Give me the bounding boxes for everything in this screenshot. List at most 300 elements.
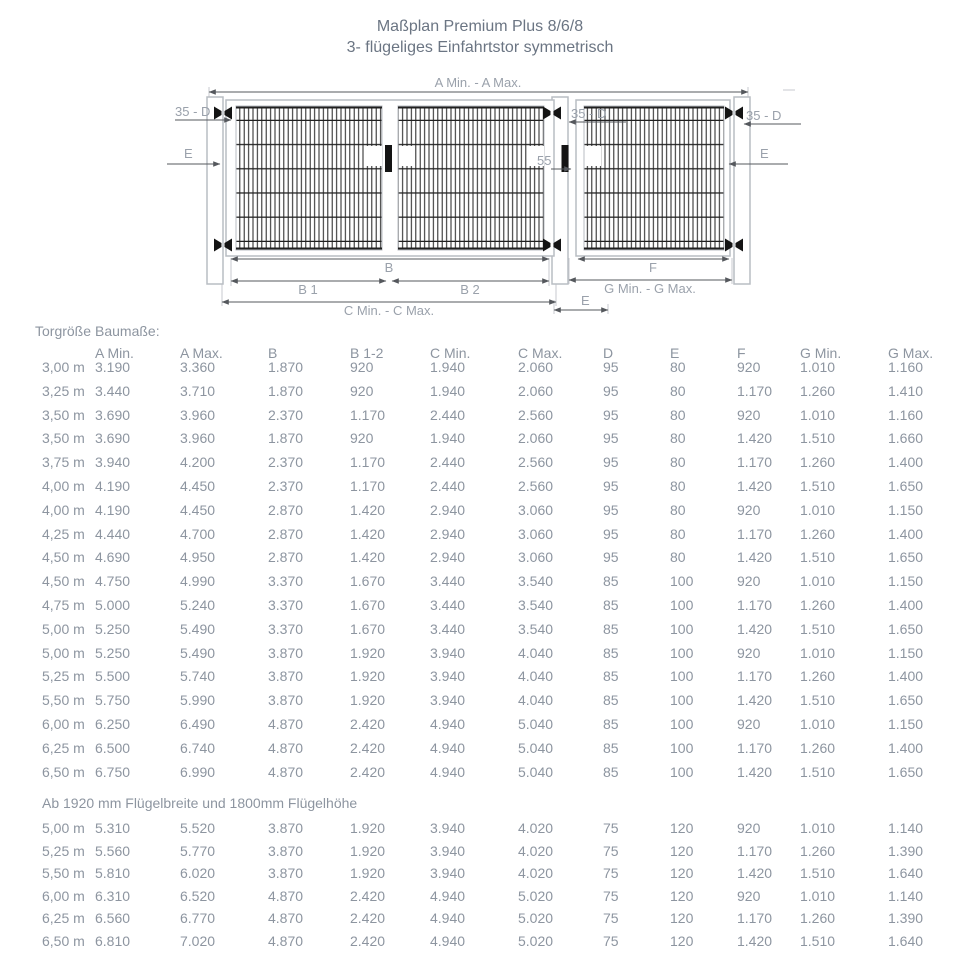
- table-row: [0, 761, 960, 785]
- dimension-value-cell: 1.420: [737, 932, 773, 949]
- dimension-value-cell: 6.810: [95, 932, 131, 949]
- dimension-value-cell: 5.560: [95, 842, 131, 859]
- dimension-value-cell: 2.560: [518, 406, 554, 423]
- gate-size-cell: 6,25 m: [42, 739, 85, 756]
- dimension-value-cell: 1.420: [737, 692, 773, 709]
- table-row: [0, 427, 960, 451]
- dimension-value-cell: 1.260: [800, 739, 836, 756]
- column-header: B 1-2: [350, 345, 384, 361]
- table-row: [0, 817, 960, 840]
- dimension-value-cell: 3.870: [268, 692, 304, 709]
- column-header: C Min.: [430, 345, 471, 361]
- dimension-value-cell: 80: [670, 501, 686, 518]
- dimension-value-cell: 3.940: [430, 692, 466, 709]
- gate-size-cell: 6,00 m: [42, 887, 85, 904]
- dimension-value-cell: 95: [603, 477, 619, 494]
- dim-label-b: B: [384, 260, 394, 275]
- dimension-value-cell: 95: [603, 525, 619, 542]
- dimension-value-cell: 1.870: [268, 430, 304, 447]
- dimension-value-cell: 5.250: [95, 644, 131, 661]
- dimension-value-cell: 80: [670, 525, 686, 542]
- dimension-value-cell: 80: [670, 382, 686, 399]
- gate-size-cell: 4,75 m: [42, 596, 85, 613]
- dimension-value-cell: 3.960: [180, 430, 216, 447]
- table-row: [0, 689, 960, 713]
- dimension-value-cell: 1.400: [888, 739, 924, 756]
- dimension-value-cell: 1.920: [350, 820, 386, 836]
- dimension-value-cell: 4.750: [95, 573, 131, 590]
- dim-label-g-span: G Min. - G Max.: [604, 281, 696, 296]
- dimension-value-cell: 4.200: [180, 454, 216, 471]
- dimension-value-cell: 6.740: [180, 739, 216, 756]
- dimension-value-cell: 5.490: [180, 644, 216, 661]
- dimension-value-cell: 1.920: [350, 668, 386, 685]
- dimension-value-cell: 3.440: [430, 620, 466, 637]
- dimension-value-cell: 95: [603, 501, 619, 518]
- dimension-value-cell: 80: [670, 454, 686, 471]
- plan-subtitle: 3- flügeliges Einfahrtstor symmetrisch: [346, 39, 614, 56]
- dimension-value-cell: 1.420: [737, 430, 773, 447]
- gate-size-cell: 3,50 m: [42, 406, 85, 423]
- dim-label-e-left: E: [184, 146, 193, 161]
- dimension-value-cell: 120: [670, 865, 694, 882]
- dimension-value-cell: 2.420: [350, 910, 386, 927]
- dimension-value-cell: 6.990: [180, 763, 216, 780]
- dimension-value-cell: 7.020: [180, 932, 216, 949]
- plan-title: Maßplan Premium Plus 8/6/8: [376, 18, 584, 35]
- dimension-value-cell: 1.640: [888, 932, 924, 949]
- dimension-value-cell: 1.260: [800, 842, 836, 859]
- table-row: [0, 380, 960, 404]
- dimension-value-cell: 5.310: [95, 820, 131, 836]
- dim-label-b1: B 1: [298, 282, 318, 297]
- dimension-value-cell: 5.250: [95, 620, 131, 637]
- dimension-value-cell: 80: [670, 359, 686, 375]
- gate-size-cell: 6,50 m: [42, 763, 85, 780]
- dimension-value-cell: 80: [670, 549, 686, 566]
- dimension-value-cell: 2.420: [350, 739, 386, 756]
- table-row: [0, 451, 960, 475]
- dimension-value-cell: 1.400: [888, 454, 924, 471]
- dimension-value-cell: 100: [670, 573, 694, 590]
- dimension-value-cell: 2.560: [518, 477, 554, 494]
- dimension-value-cell: 1.010: [800, 715, 836, 732]
- column-header: G Max.: [888, 345, 934, 361]
- dimension-value-cell: 1.510: [800, 763, 836, 780]
- dimension-value-cell: 1.150: [888, 573, 924, 590]
- dim-label-lock-offset: 55: [537, 153, 552, 168]
- dimension-value-cell: 4.040: [518, 644, 554, 661]
- dimension-value-cell: 120: [670, 932, 694, 949]
- dimension-value-cell: 1.140: [888, 887, 924, 904]
- table-section-large-wings: [0, 817, 960, 953]
- table-row: [0, 594, 960, 618]
- dimension-value-cell: 3.940: [430, 820, 466, 836]
- dimension-value-cell: 1.160: [888, 359, 924, 375]
- gate-size-cell: 3,25 m: [42, 382, 85, 399]
- side-wing-latch: [562, 145, 569, 172]
- dimension-value-cell: 75: [603, 842, 619, 859]
- dimension-value-cell: 3.440: [430, 573, 466, 590]
- dimension-value-cell: 3.360: [180, 359, 216, 375]
- dimension-value-cell: 100: [670, 644, 694, 661]
- dimension-value-cell: 1.170: [737, 842, 773, 859]
- dimension-value-cell: 3.960: [180, 406, 216, 423]
- dimension-value-cell: 120: [670, 887, 694, 904]
- dimension-value-cell: 920: [737, 644, 761, 661]
- dimension-value-cell: 85: [603, 715, 619, 732]
- dimension-value-cell: 80: [670, 477, 686, 494]
- dimension-value-cell: 1.670: [350, 620, 386, 637]
- dimension-value-cell: 1.920: [350, 644, 386, 661]
- dimension-value-cell: 85: [603, 644, 619, 661]
- dimension-value-cell: 2.370: [268, 477, 304, 494]
- center-lock: [385, 145, 392, 172]
- dimension-value-cell: 1.390: [888, 842, 924, 859]
- gate-size-cell: 5,00 m: [42, 644, 85, 661]
- dimension-value-cell: 2.440: [430, 454, 466, 471]
- dimension-value-cell: 1.640: [888, 865, 924, 882]
- dimension-value-cell: 2.870: [268, 525, 304, 542]
- dimension-value-cell: 1.420: [737, 865, 773, 882]
- dimension-value-cell: 4.870: [268, 932, 304, 949]
- gate-size-cell: 6,50 m: [42, 932, 85, 949]
- dimension-value-cell: 920: [350, 430, 374, 447]
- dimension-value-cell: 75: [603, 865, 619, 882]
- dimension-value-cell: 5.500: [95, 668, 131, 685]
- dimension-value-cell: 5.520: [180, 820, 216, 836]
- dimension-value-cell: 5.240: [180, 596, 216, 613]
- dimension-value-cell: 6.250: [95, 715, 131, 732]
- dimension-value-cell: 3.940: [430, 668, 466, 685]
- dimension-value-cell: 85: [603, 573, 619, 590]
- dim-label-e-bottom: E: [581, 293, 590, 308]
- gate-size-cell: 4,50 m: [42, 549, 85, 566]
- dim-label-d-right: 35 - D: [746, 108, 782, 123]
- dimension-value-cell: 920: [737, 406, 761, 423]
- dimension-value-cell: 120: [670, 820, 694, 836]
- dimension-value-cell: 1.260: [800, 525, 836, 542]
- dimension-value-cell: 4.940: [430, 739, 466, 756]
- dimension-value-cell: 1.420: [350, 549, 386, 566]
- dimension-value-cell: 3.690: [95, 406, 131, 423]
- dimension-value-cell: 2.370: [268, 406, 304, 423]
- dimension-value-cell: 1.510: [800, 932, 836, 949]
- dimension-value-cell: 4.190: [95, 477, 131, 494]
- dimension-value-cell: 4.990: [180, 573, 216, 590]
- dimension-value-cell: 4.450: [180, 477, 216, 494]
- dimension-value-cell: 1.260: [800, 668, 836, 685]
- dimension-value-cell: 100: [670, 620, 694, 637]
- dimension-value-cell: 3.690: [95, 430, 131, 447]
- table-row: [0, 618, 960, 642]
- gate-size-cell: 4,50 m: [42, 573, 85, 590]
- dimension-value-cell: 1.170: [737, 668, 773, 685]
- table-heading-row: [35, 322, 160, 340]
- column-header: C Max.: [518, 345, 563, 361]
- right-post: [734, 97, 750, 284]
- dimension-value-cell: 1.940: [430, 430, 466, 447]
- dimension-value-cell: 1.670: [350, 596, 386, 613]
- dimension-value-cell: 2.060: [518, 382, 554, 399]
- dimension-value-cell: 120: [670, 842, 694, 859]
- dimension-value-cell: 100: [670, 739, 694, 756]
- dimension-value-cell: 6.500: [95, 739, 131, 756]
- gate-size-cell: 6,00 m: [42, 715, 85, 732]
- table-note: Ab 1920 mm Flügelbreite und 1800mm Flügelhöhe: [42, 795, 358, 811]
- dimension-value-cell: 5.040: [518, 739, 554, 756]
- dimension-value-cell: 1.260: [800, 382, 836, 399]
- gate-size-cell: 3,75 m: [42, 454, 85, 471]
- dimension-value-cell: 5.490: [180, 620, 216, 637]
- dimension-value-cell: 6.770: [180, 910, 216, 927]
- dimension-value-cell: 3.370: [268, 573, 304, 590]
- dimension-value-cell: 85: [603, 692, 619, 709]
- dimension-value-cell: 3.370: [268, 620, 304, 637]
- dimension-value-cell: 2.940: [430, 525, 466, 542]
- dimension-value-cell: 6.020: [180, 865, 216, 882]
- gate-size-cell: 5,00 m: [42, 620, 85, 637]
- dimension-value-cell: 4.020: [518, 820, 554, 836]
- dimension-value-cell: 4.940: [430, 932, 466, 949]
- dimension-value-cell: 1.870: [268, 382, 304, 399]
- dimension-value-cell: 2.440: [430, 477, 466, 494]
- dimension-value-cell: 1.150: [888, 715, 924, 732]
- dimension-value-cell: 1.920: [350, 865, 386, 882]
- dimension-value-cell: 6.490: [180, 715, 216, 732]
- dimension-value-cell: 3.440: [95, 382, 131, 399]
- table-row: [0, 862, 960, 885]
- table-row: [0, 737, 960, 761]
- dimension-value-cell: 1.510: [800, 549, 836, 566]
- dim-label-d-middle: 35 - D: [571, 106, 607, 121]
- dimension-value-cell: 1.170: [737, 739, 773, 756]
- dimension-value-cell: 2.440: [430, 406, 466, 423]
- dimension-value-cell: 3.870: [268, 865, 304, 882]
- column-header-torgroesse: Torgröße: [35, 323, 92, 339]
- dimension-value-cell: 5.000: [95, 596, 131, 613]
- dimension-value-cell: 1.010: [800, 887, 836, 904]
- dim-label-c-span: C Min. - C Max.: [343, 303, 435, 318]
- column-header: A Min.: [95, 345, 134, 361]
- dimension-value-cell: 4.690: [95, 549, 131, 566]
- dimension-value-cell: 2.560: [518, 454, 554, 471]
- dimension-value-cell: 920: [737, 573, 761, 590]
- dimension-value-cell: 1.400: [888, 525, 924, 542]
- dimension-value-cell: 1.010: [800, 644, 836, 661]
- table-row: [0, 665, 960, 689]
- wing3-mesh: [584, 106, 724, 250]
- table-section-standard: [0, 356, 960, 784]
- dimension-value-cell: 5.750: [95, 692, 131, 709]
- dimension-value-cell: 95: [603, 406, 619, 423]
- dimension-value-cell: 120: [670, 910, 694, 927]
- dimension-value-cell: 1.670: [350, 573, 386, 590]
- dimension-value-cell: 4.040: [518, 692, 554, 709]
- dimension-value-cell: 920: [737, 887, 761, 904]
- dimension-value-cell: 3.940: [430, 644, 466, 661]
- gate-size-cell: 4,25 m: [42, 525, 85, 542]
- gate-size-cell: 3,00 m: [42, 359, 85, 375]
- dimension-value-cell: 1.650: [888, 620, 924, 637]
- dimension-value-cell: 2.940: [430, 501, 466, 518]
- dimension-value-cell: 85: [603, 620, 619, 637]
- mesh-panels: [236, 106, 724, 250]
- table-row: [0, 546, 960, 570]
- dimension-value-cell: 4.020: [518, 865, 554, 882]
- dimension-value-cell: 920: [737, 359, 761, 375]
- dimension-value-cell: 5.040: [518, 715, 554, 732]
- dimension-value-cell: 1.400: [888, 668, 924, 685]
- dimension-value-cell: 5.040: [518, 763, 554, 780]
- dimension-value-cell: 1.650: [888, 692, 924, 709]
- table-row: [0, 930, 960, 953]
- dimension-value-cell: 1.170: [737, 596, 773, 613]
- dimension-value-cell: 5.740: [180, 668, 216, 685]
- table-row: [0, 499, 960, 523]
- dimension-value-cell: 100: [670, 763, 694, 780]
- dimension-value-cell: 1.010: [800, 359, 836, 375]
- dimension-value-cell: 1.420: [737, 763, 773, 780]
- dimension-value-cell: 4.870: [268, 910, 304, 927]
- dimension-value-cell: 1.260: [800, 596, 836, 613]
- dimension-value-cell: 1.420: [737, 620, 773, 637]
- dimension-value-cell: 6.560: [95, 910, 131, 927]
- dimension-value-cell: 100: [670, 596, 694, 613]
- dimension-value-cell: 1.260: [800, 454, 836, 471]
- dimension-value-cell: 85: [603, 668, 619, 685]
- dimension-value-cell: 4.870: [268, 715, 304, 732]
- dimension-value-cell: 1.010: [800, 820, 836, 836]
- column-header: D: [603, 345, 614, 361]
- dimension-value-cell: 1.150: [888, 501, 924, 518]
- dimension-value-cell: 4.940: [430, 715, 466, 732]
- dimension-value-cell: 3.710: [180, 382, 216, 399]
- dim-label-b2: B 2: [460, 282, 480, 297]
- dimension-value-cell: 80: [670, 406, 686, 423]
- dimension-value-cell: 1.010: [800, 573, 836, 590]
- left-post: [207, 97, 223, 284]
- dimension-value-cell: 3.940: [430, 865, 466, 882]
- dimension-value-cell: 95: [603, 430, 619, 447]
- dimension-value-cell: 3.870: [268, 644, 304, 661]
- table-row: [0, 570, 960, 594]
- table-row: [0, 523, 960, 547]
- dimension-value-cell: 6.750: [95, 763, 131, 780]
- column-header-baumasse: Baumaße:: [95, 323, 160, 339]
- dimension-value-cell: 4.440: [95, 525, 131, 542]
- table-row: [0, 840, 960, 863]
- dimension-value-cell: 2.420: [350, 932, 386, 949]
- dimension-value-cell: 4.040: [518, 668, 554, 685]
- dimension-value-cell: 4.940: [430, 887, 466, 904]
- dimension-value-cell: 1.170: [737, 382, 773, 399]
- dimension-value-cell: 920: [350, 359, 374, 375]
- dimension-value-cell: 85: [603, 763, 619, 780]
- dimension-value-cell: 2.420: [350, 715, 386, 732]
- dimension-value-cell: 6.310: [95, 887, 131, 904]
- dimension-value-cell: 2.870: [268, 501, 304, 518]
- dimension-value-cell: 1.420: [737, 549, 773, 566]
- dimension-value-cell: 2.870: [268, 549, 304, 566]
- dimension-value-cell: 4.940: [430, 763, 466, 780]
- column-header: B: [268, 345, 278, 361]
- gate-size-cell: 4,00 m: [42, 477, 85, 494]
- dimension-value-cell: 1.410: [888, 382, 924, 399]
- gate-size-cell: 5,50 m: [42, 692, 85, 709]
- dimension-value-cell: 4.950: [180, 549, 216, 566]
- column-header: G Min.: [800, 345, 842, 361]
- dimension-value-cell: 95: [603, 359, 619, 375]
- dimension-value-cell: 3.870: [268, 820, 304, 836]
- table-row: [0, 404, 960, 428]
- dimension-value-cell: 2.420: [350, 887, 386, 904]
- dimension-value-cell: 1.940: [430, 359, 466, 375]
- dimension-value-cell: 1.170: [350, 477, 386, 494]
- table-row: [0, 885, 960, 908]
- dimension-value-cell: 1.940: [430, 382, 466, 399]
- dimension-value-cell: 1.170: [737, 454, 773, 471]
- dimension-value-cell: 1.260: [800, 910, 836, 927]
- gate-size-cell: 5,25 m: [42, 842, 85, 859]
- dimension-value-cell: 2.420: [350, 763, 386, 780]
- gate-size-cell: 6,25 m: [42, 910, 85, 927]
- dimension-value-cell: 1.510: [800, 430, 836, 447]
- dimension-value-cell: 1.920: [350, 692, 386, 709]
- dimension-value-cell: 3.060: [518, 549, 554, 566]
- dimension-value-cell: 3.540: [518, 596, 554, 613]
- dimension-value-cell: 2.060: [518, 430, 554, 447]
- dimension-value-cell: 5.990: [180, 692, 216, 709]
- dimension-value-cell: 1.920: [350, 842, 386, 859]
- dimension-value-cell: 5.810: [95, 865, 131, 882]
- dimension-value-cell: 1.420: [737, 477, 773, 494]
- dimension-value-cell: 1.650: [888, 763, 924, 780]
- dimension-value-cell: 3.060: [518, 501, 554, 518]
- dimension-value-cell: 1.400: [888, 596, 924, 613]
- dimension-value-cell: 3.440: [430, 596, 466, 613]
- gate-size-cell: 5,50 m: [42, 865, 85, 882]
- dimension-value-cell: 1.870: [268, 359, 304, 375]
- dimension-value-cell: 1.010: [800, 406, 836, 423]
- dimension-value-cell: 3.540: [518, 573, 554, 590]
- dimension-value-cell: 5.020: [518, 887, 554, 904]
- dimension-value-cell: 4.870: [268, 739, 304, 756]
- dimension-value-cell: 75: [603, 910, 619, 927]
- dimension-value-cell: 4.870: [268, 763, 304, 780]
- dimension-value-cell: 1.650: [888, 549, 924, 566]
- dimension-value-cell: 920: [737, 820, 761, 836]
- dim-label-f: F: [649, 260, 657, 275]
- dimension-value-cell: 1.420: [350, 501, 386, 518]
- dimension-value-cell: 75: [603, 932, 619, 949]
- column-header: F: [737, 345, 746, 361]
- dimension-value-cell: 4.450: [180, 501, 216, 518]
- dimension-value-cell: 3.940: [430, 842, 466, 859]
- dim-label-d-left: 35 - D: [175, 104, 211, 119]
- dimension-value-cell: 6.520: [180, 887, 216, 904]
- dimension-value-cell: 4.190: [95, 501, 131, 518]
- dimension-value-cell: 3.060: [518, 525, 554, 542]
- table-row: [0, 907, 960, 930]
- dimension-value-cell: 1.510: [800, 620, 836, 637]
- dimension-value-cell: 95: [603, 382, 619, 399]
- dimension-value-cell: 1.160: [888, 406, 924, 423]
- dimension-value-cell: 2.940: [430, 549, 466, 566]
- dimension-value-cell: 4.700: [180, 525, 216, 542]
- dimension-value-cell: 3.870: [268, 668, 304, 685]
- dimension-value-cell: 1.170: [350, 454, 386, 471]
